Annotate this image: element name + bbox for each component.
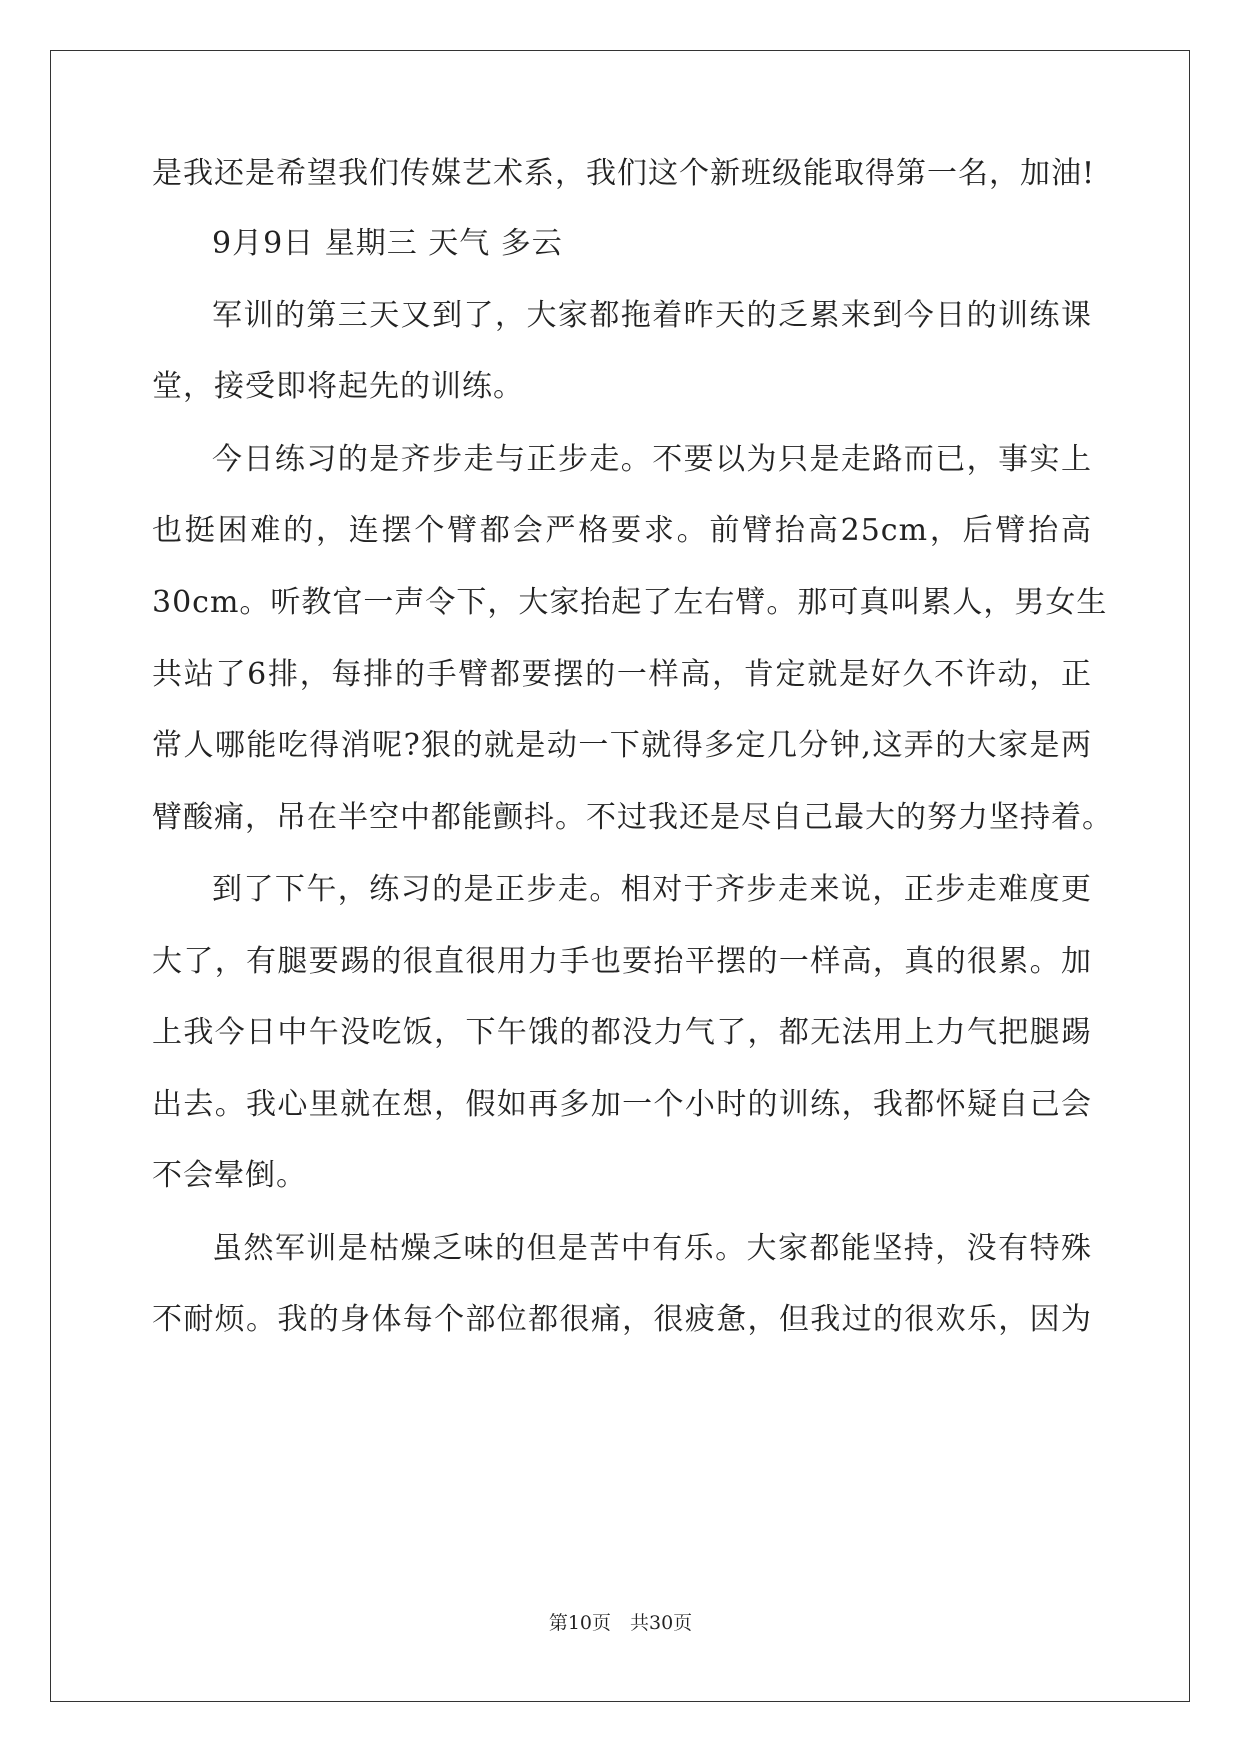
- text-line: 虽然军训是枯燥乏味的但是苦中有乐。大家都能坚持，没有特殊: [212, 1231, 1092, 1266]
- text-line: 臂酸痛，吊在半空中都能颤抖。不过我还是尽自己最大的努力坚持着。: [152, 800, 1113, 835]
- text-line: 上我今日中午没吃饭，下午饿的都没力气了，都无法用上力气把腿踢: [152, 1015, 1092, 1050]
- text-line: 不会晕倒。: [152, 1158, 307, 1193]
- text-line: 不耐烦。我的身体每个部位都很痛，很疲惫，但我过的很欢乐，因为: [152, 1302, 1092, 1337]
- text-line: 30cm。听教官一声令下，大家抬起了左右臂。那可真叫累人，男女生: [152, 585, 1108, 620]
- text-line: 共站了6排，每排的手臂都要摆的一样高，肯定就是好久不许动，正: [152, 657, 1092, 692]
- text-line: 军训的第三天又到了，大家都拖着昨天的乏累来到今日的训练课: [212, 298, 1092, 333]
- page-number-footer: 第10页 共30页: [548, 1612, 693, 1634]
- text-line: 堂，接受即将起先的训练。: [152, 369, 524, 404]
- text-line: 出去。我心里就在想，假如再多加一个小时的训练，我都怀疑自己会: [152, 1087, 1092, 1122]
- text-line: 大了，有腿要踢的很直很用力手也要抬平摆的一样高，真的很累。加: [152, 944, 1092, 979]
- text-line: 也挺困难的，连摆个臂都会严格要求。前臂抬高25cm，后臂抬高: [152, 513, 1092, 548]
- text-line: 是我还是希望我们传媒艺术系，我们这个新班级能取得第一名，加油!: [152, 156, 1096, 191]
- text-line: 今日练习的是齐步走与正步走。不要以为只是走路而已，事实上: [212, 442, 1092, 477]
- text-line: 到了下午，练习的是正步走。相对于齐步走来说，正步走难度更: [212, 872, 1092, 907]
- text-line: 常人哪能吃得消呢?狠的就是动一下就得多定几分钟,这弄的大家是两: [152, 728, 1092, 763]
- date-weather-line: 9月9日 星期三 天气 多云: [212, 226, 563, 261]
